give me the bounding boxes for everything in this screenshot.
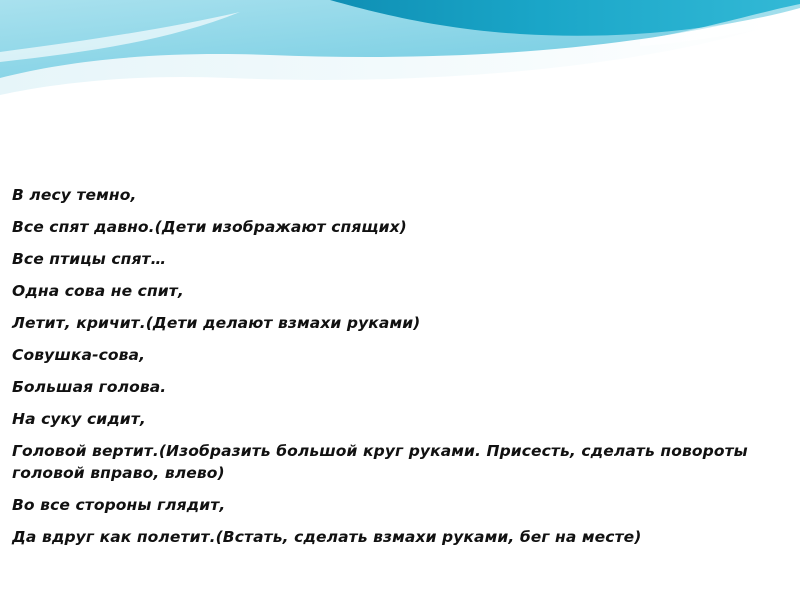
header-wave-decoration [0, 0, 800, 100]
poem-line: Да вдруг как полетит.(Встать, сделать взмахи руками, бег на месте) [12, 528, 642, 546]
poem-line: На суку сидит, [12, 410, 146, 428]
poem-line: Летит, кричит.(Дети делают взмахи руками) [12, 314, 421, 332]
poem-line: Все спят давно.(Дети изображают спящих) [12, 218, 407, 236]
poem-line: Одна сова не спит, [12, 282, 184, 300]
poem-line: Головой вертит.(Изобразить большой круг руками. Присесть, сделать повороты головой вправо, влево) [12, 442, 748, 482]
poem-line: Во все стороны глядит, [12, 496, 226, 514]
poem-line: Совушка-сова, [12, 346, 146, 364]
poem-text [12, 184, 788, 558]
poem-line: Большая голова. [12, 378, 167, 396]
poem-line: В лесу темно, [12, 186, 137, 204]
poem-line: Все птицы спят… [12, 250, 167, 268]
